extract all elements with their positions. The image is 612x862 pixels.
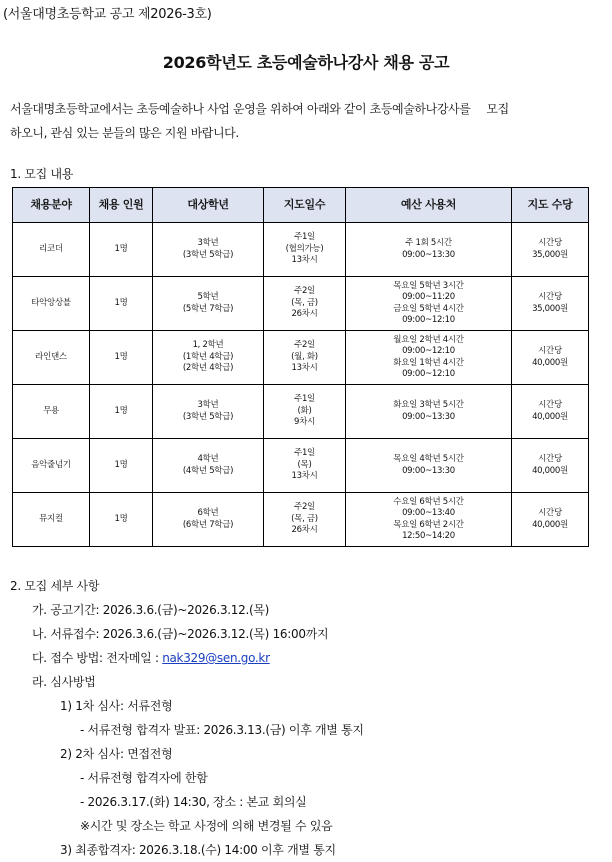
cell-pay-line: 40,000원 <box>532 357 568 368</box>
cell-pay <box>512 277 589 331</box>
cell-days-line: 13차시 <box>291 363 318 374</box>
cell-budget <box>346 385 512 439</box>
cell-budget <box>346 223 512 277</box>
cell-days-line: 주1일 <box>294 232 315 243</box>
section-1-title: 1. 모집 내용 <box>10 167 74 181</box>
cell-grade-line: 3학년 <box>197 400 219 410</box>
cell-days-line: 주2일 <box>294 340 315 351</box>
recruitment-table <box>12 187 589 547</box>
step-2-note-3: ※시간 및 장소는 학교 사정에 의해 변경될 수 있음 <box>80 819 333 833</box>
cell-pay <box>512 439 589 493</box>
cell-budget-line: 목요일 5학년 3시간 <box>393 280 464 291</box>
cell-pay-line: 시간당 <box>538 238 562 248</box>
table-row <box>13 385 589 439</box>
cell-grade-line: 4학년 <box>197 454 219 464</box>
cell-budget-line: 12:50~14:20 <box>402 531 455 541</box>
cell-pay-line: 35,000원 <box>532 303 568 314</box>
cell-count: 1명 <box>90 439 153 493</box>
cell-budget-line: 09:00~12:10 <box>402 315 455 325</box>
header-days: 지도일수 <box>264 188 346 223</box>
cell-grade-line: (5학년 7학급) <box>182 303 234 314</box>
cell-pay-line: 시간당 <box>538 346 562 356</box>
cell-budget-line: 09:00~13:40 <box>402 508 455 518</box>
cell-budget-line: 목요일 4학년 5시간 <box>393 454 464 464</box>
cell-pay-line: 시간당 <box>538 454 562 464</box>
step-1-note: - 서류전형 합격자 발표: 2026.3.13.(금) 이후 개별 통지 <box>80 723 364 737</box>
step-3: 3) 최종합격자: 2026.3.18.(수) 14:00 이후 개별 통지 <box>60 843 336 857</box>
table-body <box>13 223 589 547</box>
cell-days-line: 26차시 <box>291 309 318 320</box>
email-link[interactable]: nak329@sen.go.kr <box>162 651 270 665</box>
cell-pay-line: 40,000원 <box>532 519 568 530</box>
header-grade: 대상학년 <box>153 188 264 223</box>
cell-grade <box>153 277 264 331</box>
cell-days-line: (월, 화) <box>291 351 318 362</box>
cell-grade <box>153 223 264 277</box>
cell-budget-line: 월요일 2학년 4시간 <box>393 334 464 345</box>
cell-budget-line: 주 1회 5시간 <box>405 238 452 248</box>
header-field: 채용분야 <box>13 188 90 223</box>
cell-count: 1명 <box>90 493 153 547</box>
cell-pay <box>512 493 589 547</box>
cell-days-line: (목, 금) <box>291 513 318 524</box>
cell-days-line: 9차시 <box>294 417 315 428</box>
cell-grade <box>153 439 264 493</box>
cell-count: 1명 <box>90 331 153 385</box>
step-2-note-1: - 서류전형 합격자에 한함 <box>80 771 208 785</box>
header-pay: 지도 수당 <box>512 188 589 223</box>
cell-grade-line: (3학년 5학급) <box>182 411 234 422</box>
cell-budget-line: 목요일 6학년 2시간 <box>393 519 464 530</box>
header-budget: 예산 사용처 <box>346 188 512 223</box>
cell-budget-line: 09:00~13:30 <box>402 249 455 260</box>
cell-grade-line: (3학년 5학급) <box>182 249 234 260</box>
intro-line-1 <box>10 97 592 121</box>
cell-days-line: (목) <box>297 459 312 470</box>
application-method <box>10 646 600 670</box>
cell-budget-line: 09:00~13:30 <box>402 411 455 422</box>
cell-count: 1명 <box>90 385 153 439</box>
cell-grade-line: (4학년 5학급) <box>182 465 234 476</box>
intro-paragraph <box>10 97 592 145</box>
cell-field: 무용 <box>13 385 90 439</box>
application-method-label: 다. 접수 방법: 전자메일 : <box>32 651 163 665</box>
step-2: 2) 2차 심사: 면접전형 <box>60 747 173 761</box>
header-count: 채용 인원 <box>90 188 153 223</box>
cell-days-line: 13차시 <box>291 471 318 482</box>
cell-days-line: 26차시 <box>291 525 318 536</box>
document-submission: 나. 서류접수: 2026.3.6.(금)~2026.3.12.(목) 16:00까지 <box>32 627 329 641</box>
cell-budget <box>346 331 512 385</box>
cell-grade-line: (2학년 4학급) <box>182 363 234 374</box>
cell-days <box>264 277 346 331</box>
section-2 <box>10 574 600 862</box>
step-1: 1) 1차 심사: 서류전형 <box>60 699 173 713</box>
review-method-title: 라. 심사방법 <box>32 675 96 689</box>
intro-text-2: 모집 <box>486 102 509 116</box>
cell-budget-line: 09:00~11:20 <box>402 292 455 302</box>
cell-grade-line: 6학년 <box>197 508 219 518</box>
cell-days-line: 13차시 <box>291 255 318 266</box>
cell-budget-line: 수요일 6학년 5시간 <box>393 496 464 507</box>
cell-pay <box>512 385 589 439</box>
cell-days <box>264 493 346 547</box>
table-row <box>13 493 589 547</box>
table-row <box>13 439 589 493</box>
intro-line-2: 하오니, 관심 있는 분들의 많은 지원 바랍니다. <box>10 126 239 140</box>
cell-budget-line: 09:00~12:10 <box>402 346 455 356</box>
section-2-title: 2. 모집 세부 사항 <box>10 579 100 593</box>
cell-budget-line: 화요일 3학년 5시간 <box>393 400 464 410</box>
cell-grade-line: (6학년 7학급) <box>182 519 234 530</box>
cell-budget <box>346 439 512 493</box>
cell-days-line: 주2일 <box>294 502 315 513</box>
cell-pay-line: 40,000원 <box>532 411 568 422</box>
cell-days-line: 주1일 <box>294 448 315 459</box>
notice-number: (서울대명초등학교 공고 제2026-3호) <box>3 7 212 22</box>
cell-budget <box>346 493 512 547</box>
cell-days-line: (협의가능) <box>285 243 324 254</box>
cell-days-line: (목, 금) <box>291 297 318 308</box>
cell-budget <box>346 277 512 331</box>
cell-grade <box>153 385 264 439</box>
cell-budget-line: 09:00~13:30 <box>402 465 455 476</box>
cell-field: 뮤지컬 <box>13 493 90 547</box>
table-row <box>13 223 589 277</box>
cell-grade <box>153 331 264 385</box>
cell-pay <box>512 223 589 277</box>
cell-grade-line: 5학년 <box>197 292 219 302</box>
cell-field: 리코더 <box>13 223 90 277</box>
cell-days <box>264 331 346 385</box>
cell-budget-line: 금요일 5학년 4시간 <box>393 303 464 314</box>
cell-days <box>264 223 346 277</box>
cell-days-line: (화) <box>297 405 312 416</box>
cell-pay-line: 시간당 <box>538 508 562 518</box>
table-header-row <box>13 188 589 223</box>
cell-grade <box>153 493 264 547</box>
notice-period: 가. 공고기간: 2026.3.6.(금)~2026.3.12.(목) <box>32 603 270 617</box>
cell-grade-line: 3학년 <box>197 238 219 248</box>
cell-field: 음악줄넘기 <box>13 439 90 493</box>
cell-pay-line: 35,000원 <box>532 249 568 260</box>
cell-pay-line: 시간당 <box>538 400 562 410</box>
cell-grade-line: (1학년 4학급) <box>182 351 234 362</box>
cell-count: 1명 <box>90 223 153 277</box>
cell-field: 타악앙상블 <box>13 277 90 331</box>
cell-field: 라인댄스 <box>13 331 90 385</box>
page-title: 2026학년도 초등예술하나강사 채용 공고 <box>162 53 450 72</box>
cell-budget-line: 09:00~12:10 <box>402 369 455 379</box>
cell-budget-line: 화요일 1학년 4시간 <box>393 357 464 368</box>
cell-days <box>264 439 346 493</box>
step-2-note-2: - 2026.3.17.(화) 14:30, 장소 : 본교 회의실 <box>80 795 307 809</box>
cell-days <box>264 385 346 439</box>
cell-grade-line: 1, 2학년 <box>192 340 224 351</box>
cell-pay-line: 시간당 <box>538 292 562 302</box>
cell-days-line: 주1일 <box>294 394 315 405</box>
cell-count: 1명 <box>90 277 153 331</box>
cell-days-line: 주2일 <box>294 286 315 297</box>
table-row <box>13 331 589 385</box>
cell-pay <box>512 331 589 385</box>
cell-pay-line: 40,000원 <box>532 465 568 476</box>
table-row <box>13 277 589 331</box>
intro-text-1: 서울대명초등학교에서는 초등예술하나 사업 운영을 위하여 아래와 같이 초등예술하나강사를 <box>10 102 471 116</box>
